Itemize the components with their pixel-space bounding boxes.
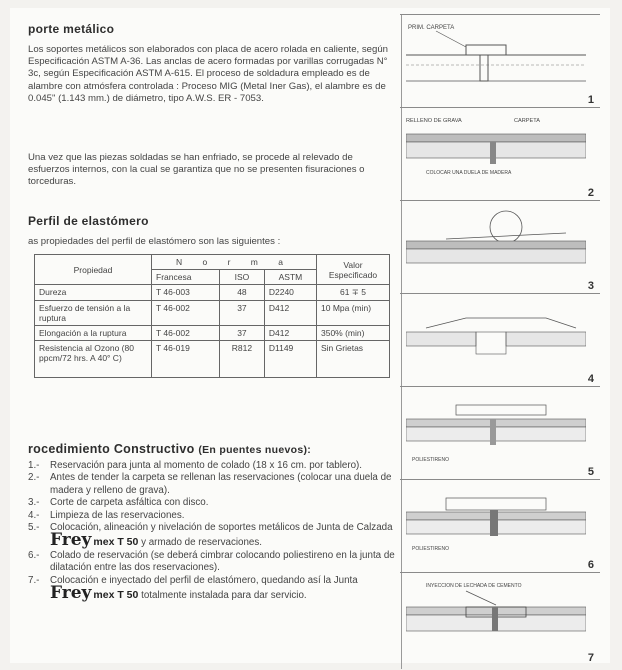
table-header-row xyxy=(35,255,390,270)
cell-iso: 37 xyxy=(219,326,264,341)
section-title-elastomero: Perfil de elastómero xyxy=(28,214,149,228)
document-page xyxy=(10,8,610,663)
list-item xyxy=(28,575,396,603)
cell-astm: D1149 xyxy=(264,341,316,378)
cell-valor: 10 Mpa (min) xyxy=(317,301,390,326)
table-row xyxy=(35,326,390,341)
table-row xyxy=(35,285,390,301)
step-number: 7.- xyxy=(28,574,40,586)
cell-prop: Esfuerzo de tensión a la ruptura xyxy=(35,301,152,326)
procedimiento-subtitle: (En puentes nuevos): xyxy=(198,444,312,456)
step-text: Antes de tender la carpeta se rellenan las reservaciones (colocar una duela de madera y relleno de grava). xyxy=(50,472,392,496)
list-item xyxy=(28,497,396,509)
cell-iso: 48 xyxy=(219,285,264,301)
brand-model: mex T 50 xyxy=(93,589,139,602)
cell-astm: D2240 xyxy=(264,285,316,301)
cell-iso: 37 xyxy=(219,301,264,326)
brand-model: mex T 50 xyxy=(93,536,139,549)
paragraph-soporte-1: Los soportes metálicos son elaborados con placa de acero rolada en caliente, según Especificación ASTM A-36. Las anclas de acero formadas por varillas corrugadas N° 3c, según Especificación ASTM A-615. El proceso de soldadura empleado es de alambre con atmósfera controlada : Proceso MIG (Metal Iner Gas), el alambre es de 0.045" (1.143 mm.) de diámetro, tipo A.W.S. ER - 7053. xyxy=(28,44,388,104)
step-number: 2.- xyxy=(28,472,40,484)
diagram-3 xyxy=(400,200,600,294)
header-astm: ASTM xyxy=(264,270,316,285)
step-text: Reservación para junta al momento de colado (18 x 16 cm. por tablero). xyxy=(50,460,363,471)
diagram-3-drawing xyxy=(406,205,586,285)
table-row xyxy=(35,301,390,326)
step-number: 4.- xyxy=(28,509,40,521)
cell-francesa: T 46-002 xyxy=(152,326,220,341)
cell-valor: 350% (min) xyxy=(317,326,390,341)
header-valor: Valor Especificado xyxy=(317,255,390,285)
diagram-number: 1 xyxy=(587,94,594,106)
header-francesa: Francesa xyxy=(152,270,220,285)
step-number: 5.- xyxy=(28,522,40,534)
diagram-5-label: POLIESTIRENO xyxy=(412,457,449,463)
cell-prop: Resistencia al Ozono (80 ppcm/72 hrs. A 40° C) xyxy=(35,341,152,378)
procedure-steps xyxy=(28,460,396,602)
cell-francesa: T 46-019 xyxy=(152,341,220,378)
step-number: 1.- xyxy=(28,460,40,471)
frey-logo: Frey xyxy=(50,583,92,604)
section-title-procedimiento xyxy=(28,442,311,456)
diagram-6-drawing xyxy=(406,484,586,564)
properties-table xyxy=(34,254,390,378)
diagram-1-drawing xyxy=(406,19,586,99)
step-text: Colado de reservación (se deberá cimbrar colocando poliestireno en la junta de dilatación entre las dos reservaciones). xyxy=(50,549,395,574)
step-text: Limpieza de las reservaciones. xyxy=(50,509,185,521)
cell-prop: Dureza xyxy=(35,285,152,301)
diagram-number: 4 xyxy=(587,373,594,385)
step-text-b: totalmente instalada para dar servicio. xyxy=(141,590,307,602)
cell-valor: 61 ∓ 5 xyxy=(317,285,390,301)
list-item xyxy=(28,472,396,497)
header-iso: ISO xyxy=(219,270,264,285)
table-row xyxy=(35,341,390,378)
diagram-6-label: POLIESTIRENO xyxy=(412,546,449,552)
step-text: Corte de carpeta asfáltica con disco. xyxy=(50,497,209,509)
cell-valor: Sin Grietas xyxy=(317,341,390,378)
paragraph-soporte-2: Una vez que las piezas soldadas se han enfriado, se procede al relevado de esfuerzos internos, con la cual se garantiza que no se presenten fisuraciones o torceduras. xyxy=(28,152,365,188)
cell-astm: D412 xyxy=(264,301,316,326)
diagram-number: 3 xyxy=(587,280,594,292)
diagram-number: 5 xyxy=(587,466,594,478)
step-text xyxy=(50,522,396,550)
diagram-4-drawing xyxy=(406,298,586,378)
list-item xyxy=(28,460,396,472)
step-text-a: Colocación e inyectado del perfil de elastómero, quedando así la Junta xyxy=(50,574,358,586)
cell-astm: D412 xyxy=(264,326,316,341)
step-text-b: y armado de reservaciones. xyxy=(141,537,262,549)
step-number: 6.- xyxy=(28,549,40,561)
diagram-5-drawing xyxy=(406,391,586,471)
cell-francesa: T 46-003 xyxy=(152,285,220,301)
diagram-2-label-a: RELLENO DE GRAVA xyxy=(406,118,462,124)
diagram-number: 6 xyxy=(587,559,594,571)
list-item xyxy=(28,550,396,575)
diagram-2-label-c: COLOCAR UNA DUELA DE MADERA xyxy=(426,170,512,176)
diagram-2-label-b: CARPETA xyxy=(514,118,541,124)
diagram-2 xyxy=(400,107,600,201)
step-number: 3.- xyxy=(28,497,40,509)
diagram-1 xyxy=(400,14,600,108)
brand-mark xyxy=(50,583,139,604)
diagram-4 xyxy=(400,293,600,387)
step-text xyxy=(50,575,396,603)
diagram-7-drawing xyxy=(406,577,586,657)
brand-mark xyxy=(50,530,139,551)
diagram-number: 7 xyxy=(587,652,594,664)
diagram-7 xyxy=(400,572,600,666)
step-text-a: Colocación, alineación y nivelación de soportes metálicos de Junta de Calzada xyxy=(50,522,393,534)
cell-francesa: T 46-002 xyxy=(152,301,220,326)
list-item xyxy=(28,510,396,522)
frey-logo: Frey xyxy=(50,530,92,551)
diagram-2-drawing xyxy=(406,112,586,192)
header-norma: N o r m a xyxy=(152,255,317,270)
cell-prop: Elongación a la ruptura xyxy=(35,326,152,341)
diagram-7-label: INYECCION DE LECHADA DE CEMENTO xyxy=(426,583,522,589)
diagram-5 xyxy=(400,386,600,480)
procedimiento-title: rocedimiento Constructivo xyxy=(28,442,195,456)
diagram-1-label: PRIM. CARPETA xyxy=(408,25,455,31)
cell-iso: R812 xyxy=(219,341,264,378)
diagram-6 xyxy=(400,479,600,573)
elastomero-intro: as propiedades del perfil de elastómero son las siguientes : xyxy=(28,236,281,247)
section-title-soporte: porte metálico xyxy=(28,22,115,36)
header-propiedad: Propiedad xyxy=(35,255,152,285)
diagram-number: 2 xyxy=(587,187,594,199)
list-item xyxy=(28,522,396,550)
